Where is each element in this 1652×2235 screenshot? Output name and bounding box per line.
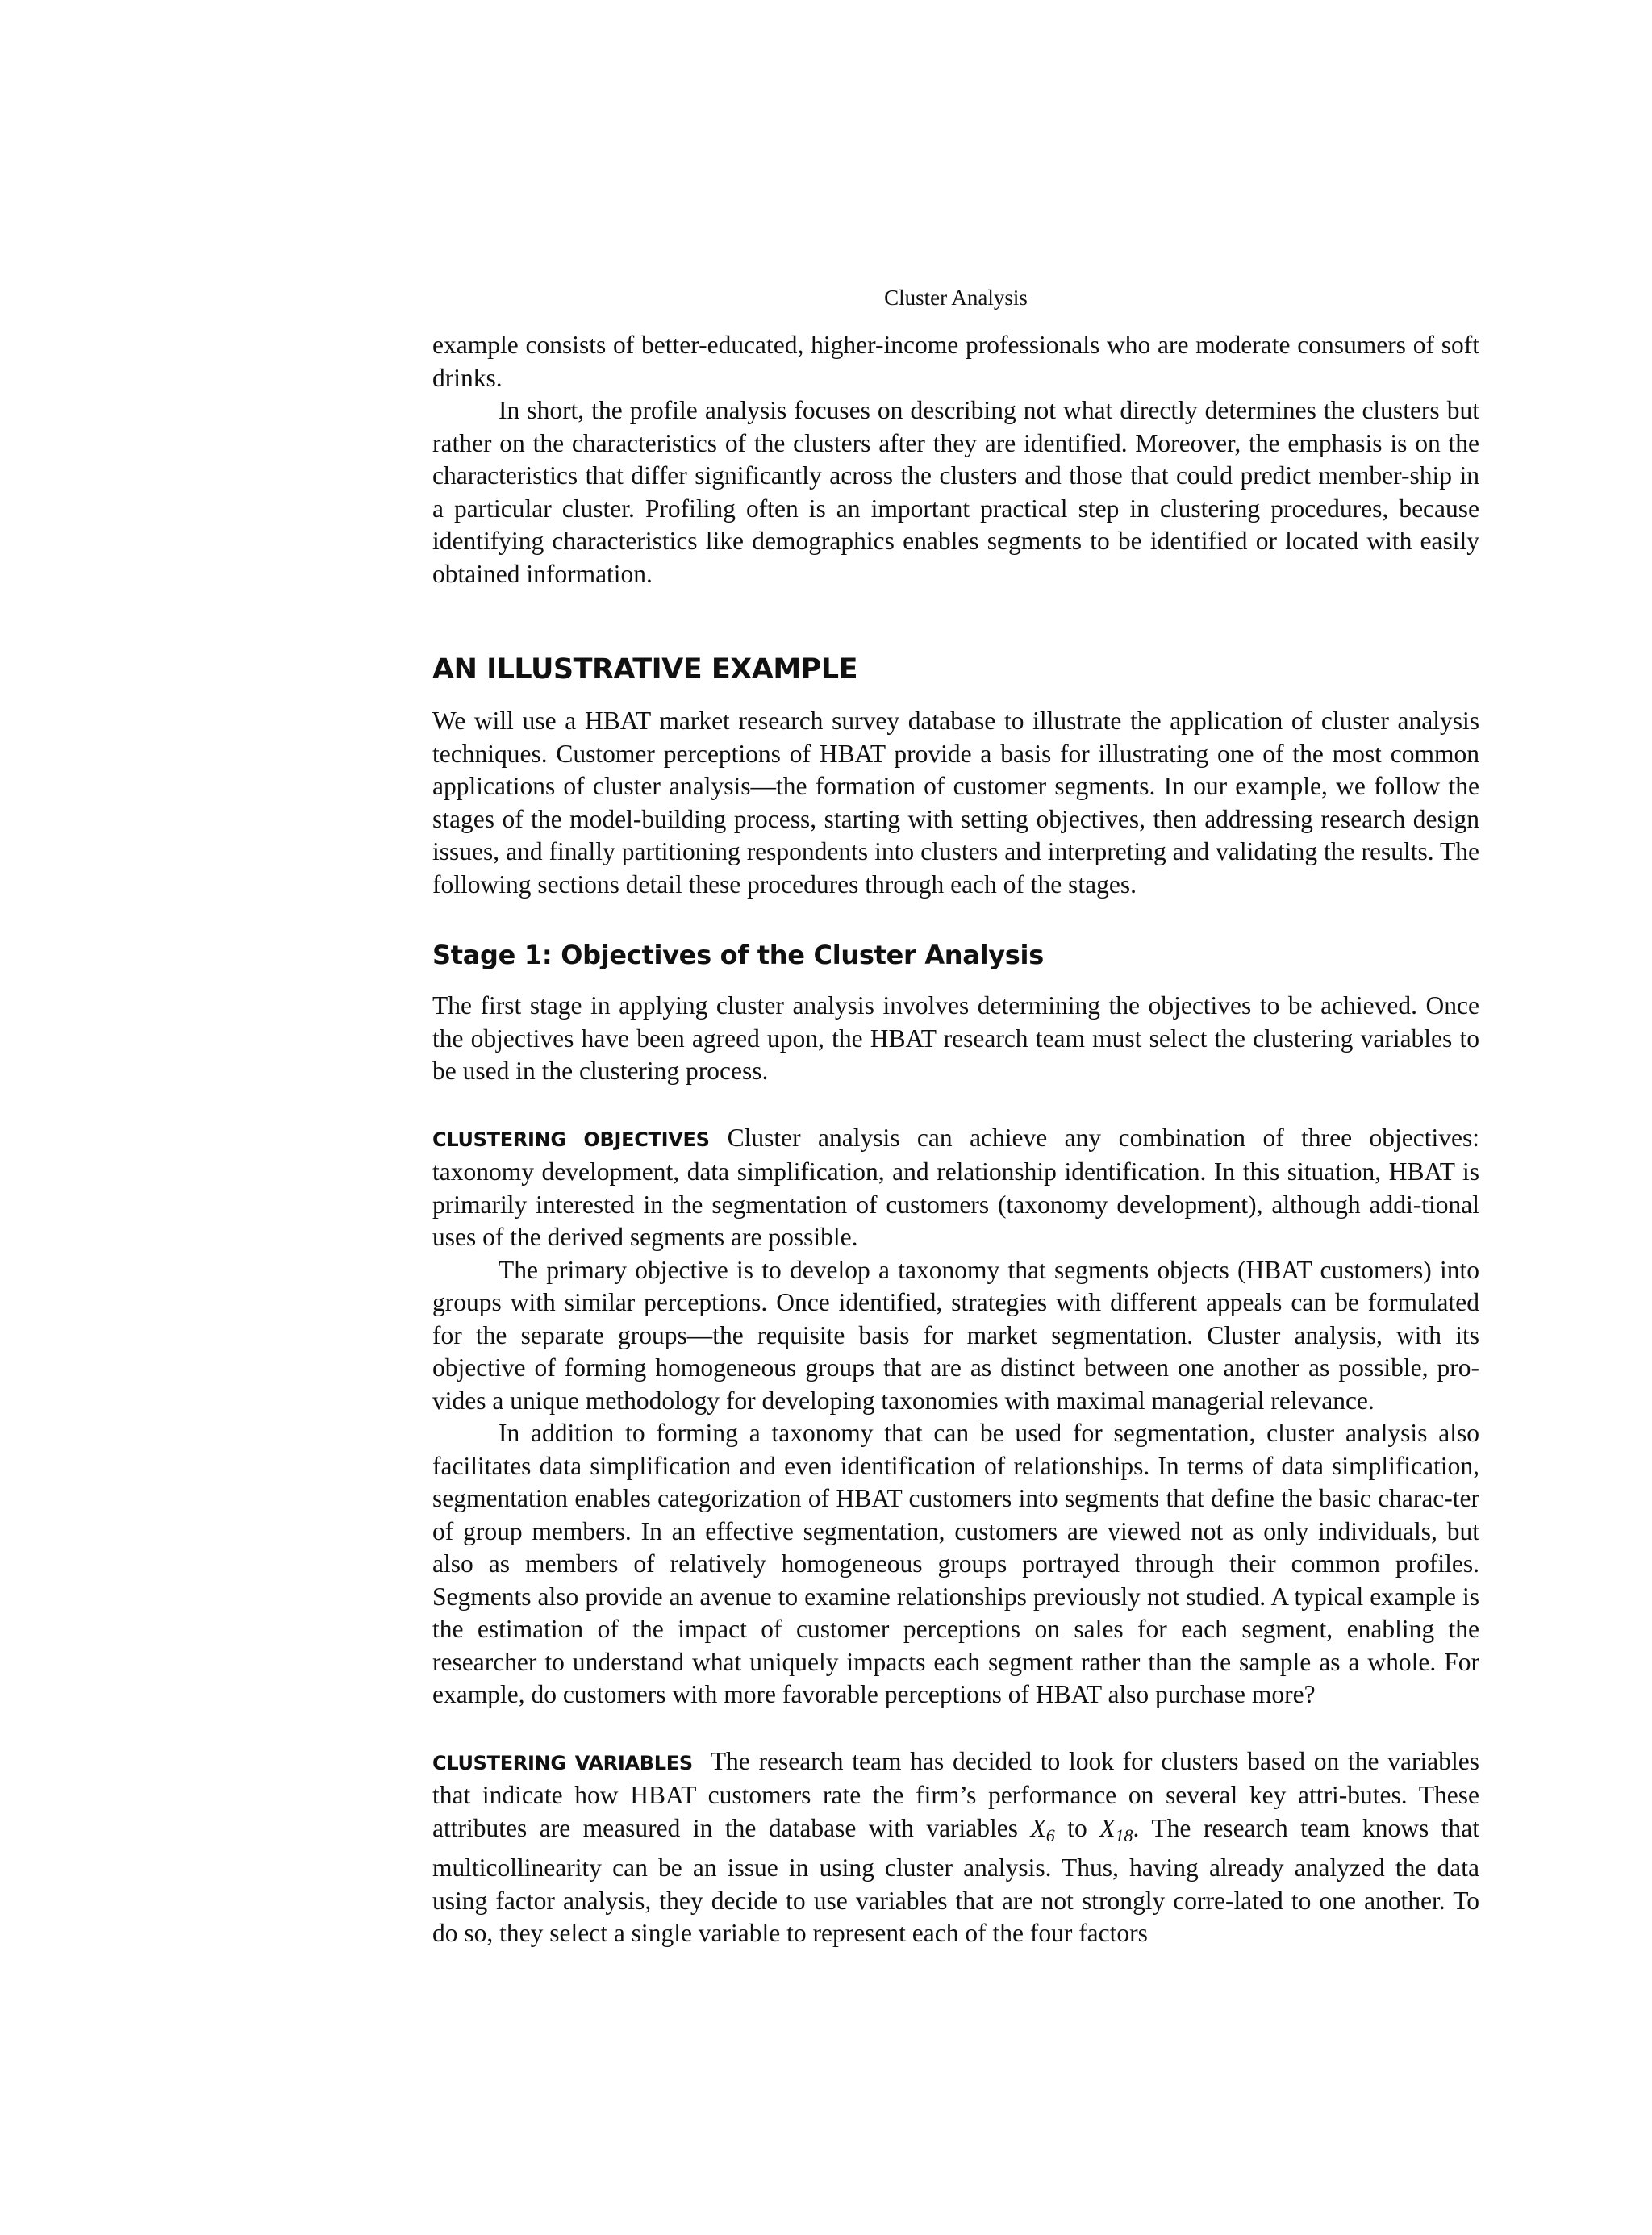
variable-x6 <box>1030 1813 1055 1845</box>
variable-x6-subscript: 6 <box>1045 1824 1055 1845</box>
variable-x18-subscript: 18 <box>1115 1824 1133 1845</box>
objectives-paragraph-3: In addition to forming a taxonomy that can be used for segmentation, cluster analysis also facilitates data simplification and even identification of relationships. In terms of data simplification, segmentation enables categorization of HBAT customers into segments that define the basic charac-ter of group members. In an effective segmentation, customers are viewed not as only individuals, but also as members of relatively homogeneous groups portrayed through their common profiles. Segments also provide an avenue to examine relationships previously not studied. A typical example is the estimation of the impact of customer perceptions on sales for each segment, enabling the researcher to understand what uniquely impacts each segment rather than the sample as a whole. For example, do customers with more favorable perceptions of HBAT also purchase more? <box>432 1419 1479 1708</box>
objectives-runin-heading: CLUSTERING OBJECTIVES <box>432 1128 710 1151</box>
running-head: Cluster Analysis <box>884 286 1028 310</box>
variable-x18-letter: X <box>1099 1813 1116 1842</box>
objectives-paragraph-1-text: Cluster analysis can achieve any combination of three objectives: taxonomy development, data simplification, and relationship identification. In this situation, HBAT is primarily interested in the segmentation of customers (taxonomy development), although addi-tional uses of the derived segments are possible. <box>432 1123 1480 1251</box>
variable-x18 <box>1099 1813 1133 1845</box>
section-paragraph-1: We will use a HBAT market research survey database to illustrate the application of cluster analysis techniques. Customer perceptions of HBAT provide a basis for illustrating one of the most common applications of cluster analysis—the formation of customer segments. In our example, we follow the stages of the model-building process, starting with setting objectives, then addressing research design issues, and finally partitioning respondents into clusters and interpreting and validating the results. The following sections detail these procedures through each of the stages. <box>432 707 1479 899</box>
stage1-heading: Stage 1: Objectives of the Cluster Analysis <box>432 940 1044 970</box>
section-heading: AN ILLUSTRATIVE EXAMPLE <box>432 653 858 686</box>
objectives-paragraph-2: The primary objective is to develop a taxonomy that segments objects (HBAT customers) into groups with similar perceptions. Once identified, strategies with different appeals can be formulated for the separate groups—the requisite basis for market segmentation. Cluster analysis, with its objective of forming homogeneous groups that are as distinct between one another as possible, pro-vides a unique methodology for developing taxonomies with maximal managerial relevance. <box>432 1255 1479 1415</box>
variable-x6-letter: X <box>1030 1813 1046 1842</box>
intro-paragraph-2: In short, the profile analysis focuses on describing not what directly determines the clusters but rather on the characteristics of the clusters after they are identified. Moreover, the emphasis is on the characteristics that differ significantly across the clusters and those that could predict member-ship in a particular cluster. Profiling often is an important practical step in clustering procedures, because identifying characteristics like demographics enables segments to be identified or located with easily obtained information. <box>432 396 1479 588</box>
stage1-paragraph-1: The first stage in applying cluster analysis involves determining the objectives to be achieved. Once the objectives have been agreed upon, the HBAT research team must select the clustering variables to be used in the clustering process. <box>432 991 1479 1085</box>
variables-paragraph-1 <box>432 1745 1479 1950</box>
variables-text-b: . The research team knows that multicollinearity can be an issue in using cluster analysis. Thus, having already analyzed the data using factor analysis, they decide to use variables that are not strongly corre-lated to one another. To do so, they select a single variable to represent each of the four factors <box>432 1813 1479 1947</box>
page-content <box>432 282 1479 1950</box>
objectives-paragraph-1 <box>432 1122 1479 1254</box>
intro-paragraph-1: example consists of better-educated, higher-income professionals who are moderate consumers of soft drinks. <box>432 331 1479 392</box>
variables-text-a: The research team has decided to look for clusters based on the variables that indicate how HBAT customers rate the firm’s performance on several key attri-butes. These attributes are measured in the database with variables <box>432 1746 1479 1842</box>
variables-runin-heading: CLUSTERING VARIABLES <box>432 1751 693 1774</box>
variables-text-to: to <box>1054 1813 1100 1842</box>
